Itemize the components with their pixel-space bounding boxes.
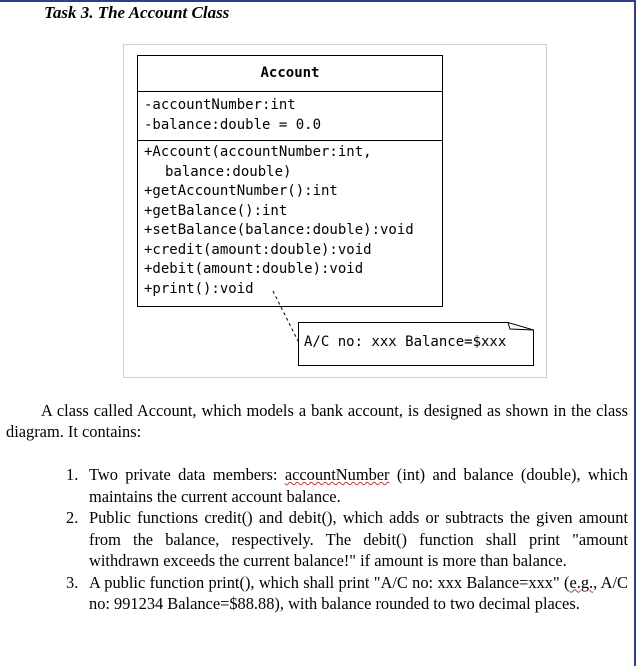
uml-method: +print():void (144, 280, 254, 297)
uml-method: +Account(accountNumber:int, (144, 144, 372, 160)
requirement-item (60, 464, 628, 507)
uml-attribute: -balance:double = 0.0 (144, 116, 322, 133)
uml-note (298, 322, 534, 366)
uml-class-name: Account (138, 56, 442, 92)
uml-method: +getAccountNumber():int (144, 183, 338, 199)
intro-paragraph: A class called Account, which models a bank account, is designed as shown in the class diagram. It contains: (6, 401, 628, 441)
requirement-item (60, 507, 628, 572)
requirement-item (60, 572, 628, 615)
task-title: Task 3. The Account Class (44, 3, 230, 22)
requirement-number: 1. (66, 465, 79, 484)
requirement-text: A public function print(), which shall print "A/C no: xxx Balance=xxx" ( (89, 572, 570, 592)
requirements-list (60, 464, 628, 615)
uml-attribute: -accountNumber:int (144, 97, 296, 113)
uml-method: +debit(amount:double):void (144, 261, 364, 277)
uml-method: +credit(amount:double):void (144, 241, 372, 258)
note-text: A/C no: xxx Balance=$xxx (304, 334, 507, 350)
requirement-number: 2. (66, 508, 79, 527)
uml-method-continuation: balance:double) (165, 163, 292, 180)
requirement-number: 3. (66, 572, 79, 592)
spellcheck-word: accountNumber (284, 465, 390, 484)
uml-method: +setBalance(balance:double):void (144, 222, 414, 238)
requirement-text: , A/C no: 991234 Balance=$88.88), with balance rounded to two decimal places. (89, 572, 628, 613)
requirement-text: (int) and balance (double), which maintains the current account balance. (89, 465, 628, 506)
requirement-text: Public functions credit() and debit(), which adds or subtracts the given amount from the balance, respectively. The debit() function shall print "amount withdrawn exceeds the current balance!" if amount is more than balance. (89, 508, 628, 570)
uml-method: +getBalance():int (144, 202, 288, 219)
requirement-text: Two private data members: (89, 465, 285, 484)
spellcheck-word: e.g. (569, 572, 594, 592)
